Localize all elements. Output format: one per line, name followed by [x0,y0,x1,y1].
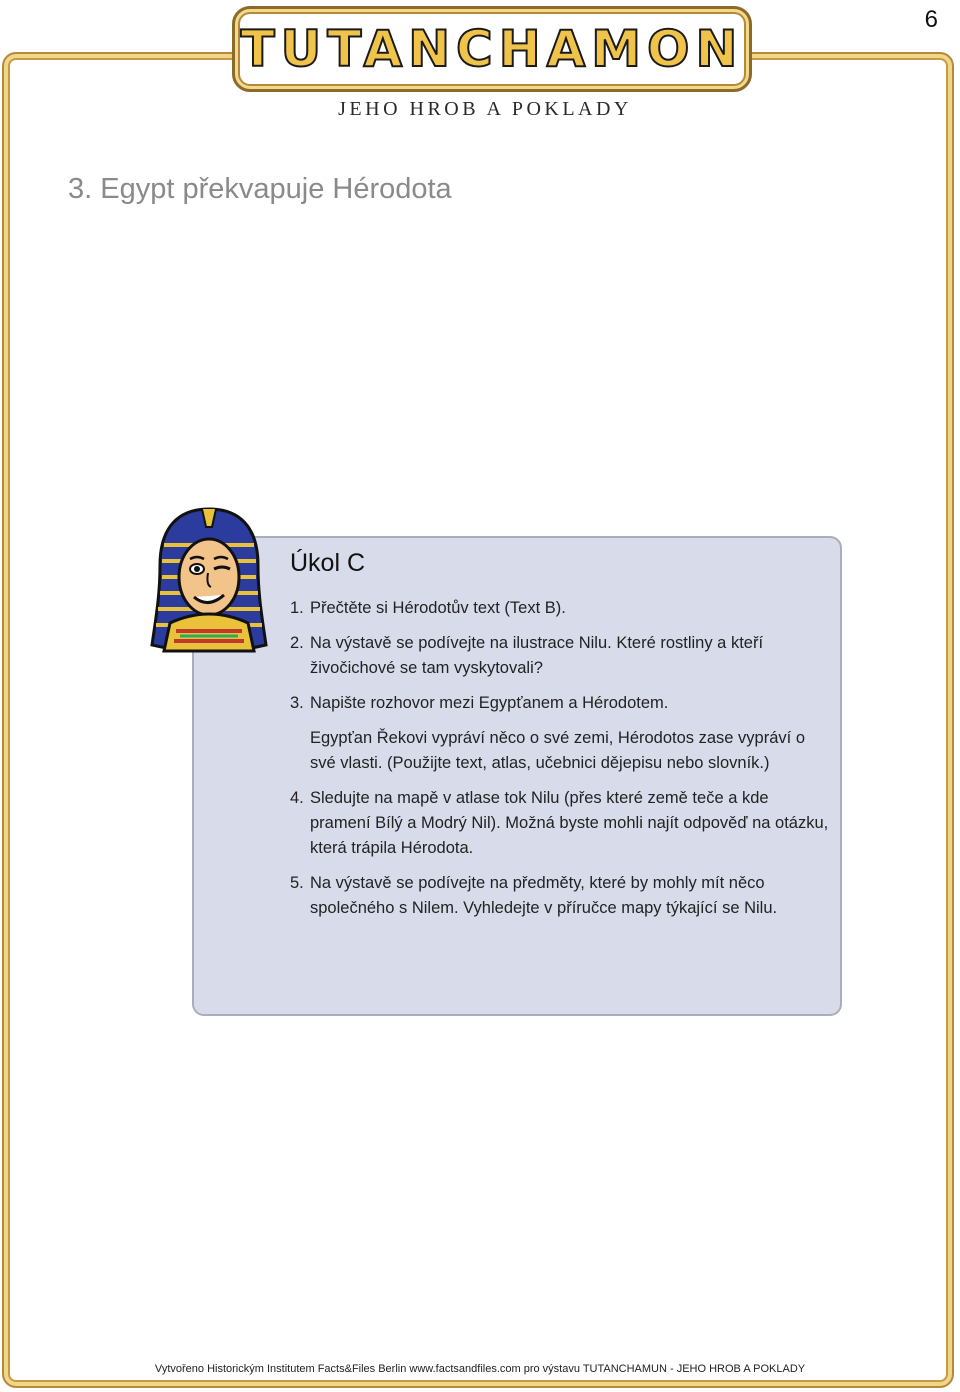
task-item-text: Na výstavě se podívejte na ilustrace Nilu. Které rostliny a kteří živočichové se tam vyskytovali? [310,634,764,677]
task-item-5 [290,871,830,921]
logo-subtitle: JEHO HROB A POKLADY [250,98,720,121]
task-item-number: 4. [290,789,304,807]
task-heading: Úkol C [290,549,366,577]
task-item-text: Napište rozhovor mezi Egypťanem a Hérodotem. [310,694,669,712]
page-title: 3. Egypt překvapuje Hérodota [68,173,452,206]
footer: Vytvořeno Historickým Institutem Facts&Files Berlin www.factsandfiles.com pro výstavu TUTANCHAMUN - JEHO HROB A POKLADY [154,1363,806,1375]
task-item-1 [290,596,830,621]
task-item-number: 5. [290,874,304,892]
task-item-2 [290,631,830,681]
task-item-3 [290,691,830,776]
pharaoh-mascot-icon [150,505,268,655]
task-item-text: Sledujte na mapě v atlase tok Nilu (přes které země teče a kde pramení Bílý a Modrý Nil). Možná byste mohli najít odpověď na otázku, která trápila Hérodota. [310,789,829,857]
logo-text: TUTANCHAMON [240,20,744,78]
task-item-number: 3. [290,694,304,712]
task-item-text: Na výstavě se podívejte na předměty, které by mohly mít něco společného s Nilem. Vyhledejte v příručce mapy týkající se Nilu. [310,874,778,917]
task-item-note: Egypťan Řekovi vypráví něco o své zemi, Hérodotos zase vypráví o své vlasti. (Použijte text, atlas, učebnici dějepisu nebo slovník.) [310,729,805,772]
task-item-text: Přečtěte si Hérodotův text (Text B). [310,599,566,617]
task-item-4 [290,786,830,861]
logo-banner [232,6,752,92]
page-number: 6 [924,6,938,33]
task-item-number: 1. [290,599,304,617]
task-item-number: 2. [290,634,304,652]
task-list [290,596,830,931]
